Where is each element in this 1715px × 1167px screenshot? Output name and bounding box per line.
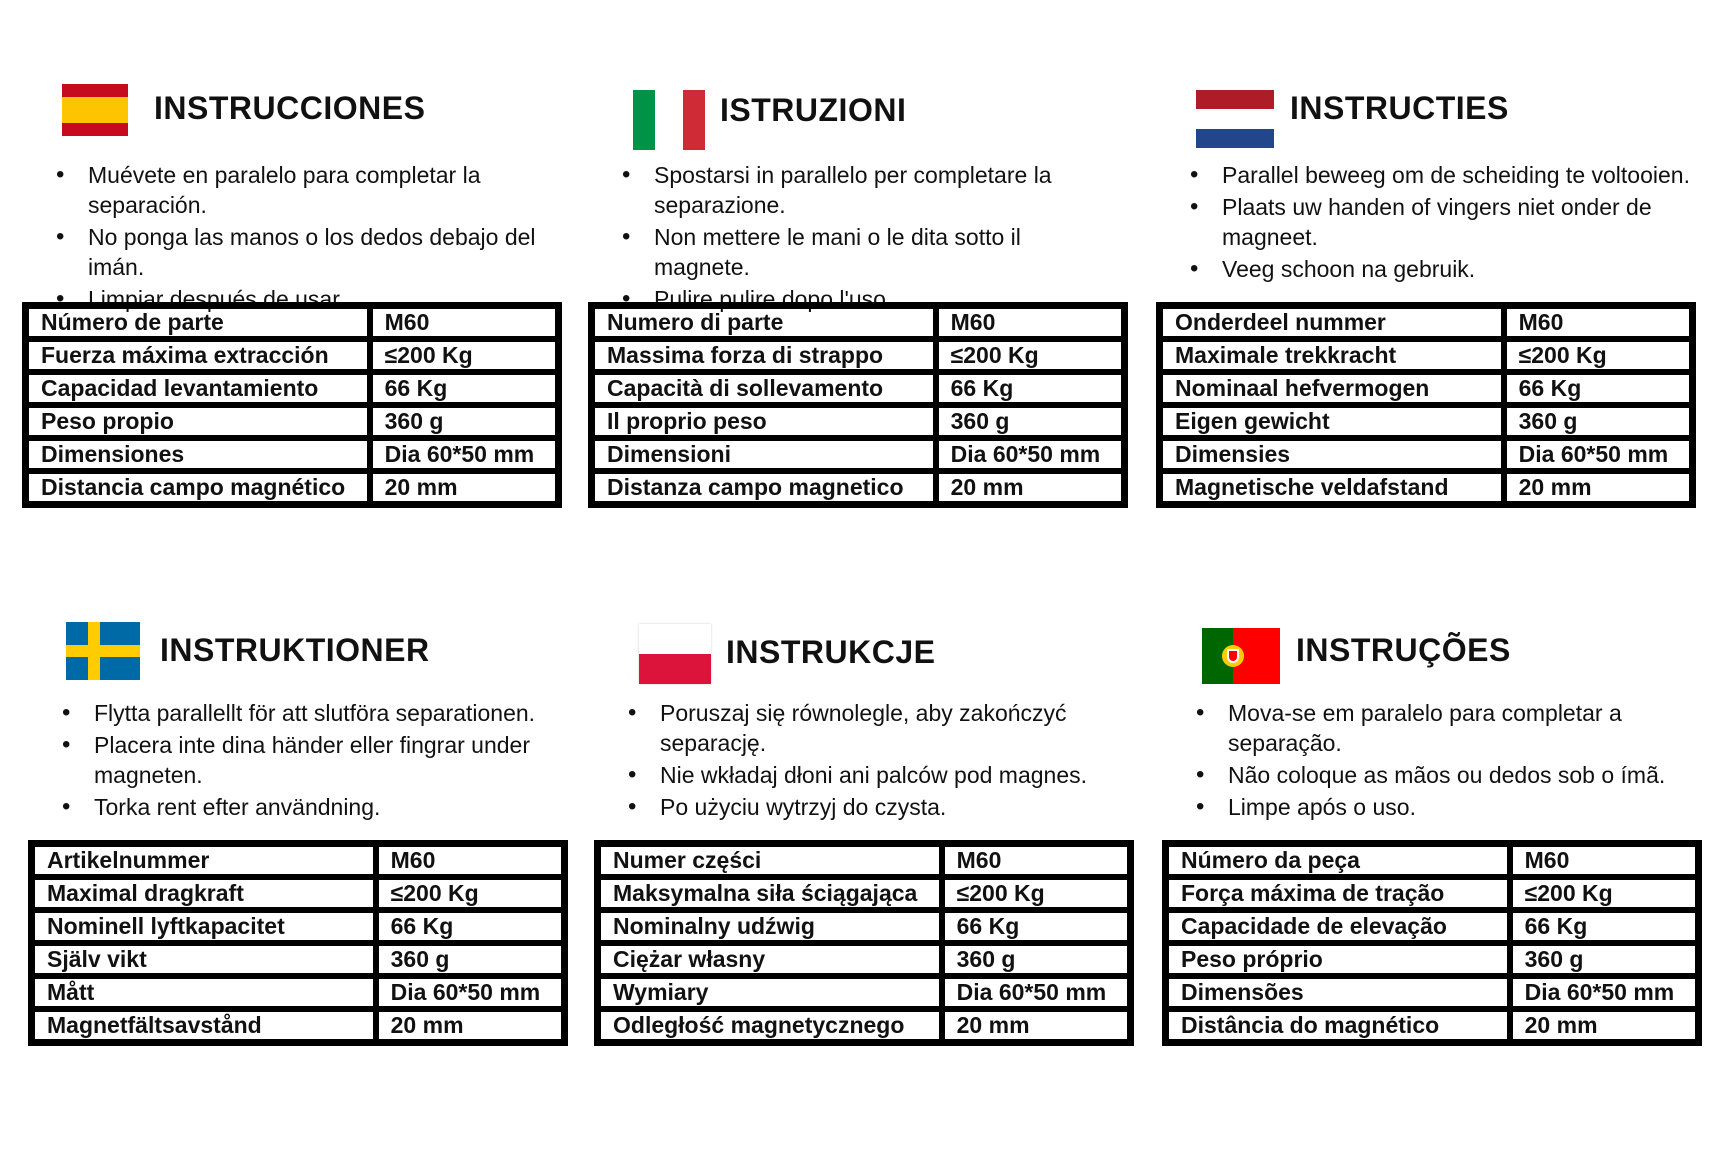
table-row: [26, 438, 558, 471]
table-row: [1160, 471, 1692, 504]
spec-label: Eigen gewicht: [1160, 405, 1504, 438]
spec-label: Dimensioni: [592, 438, 936, 471]
spec-value: 20 mm: [942, 1009, 1130, 1042]
spec-value: 66 Kg: [376, 910, 564, 943]
spec-label: Número de parte: [26, 306, 370, 339]
section-header: [588, 80, 1128, 144]
instruction-item: • Limpiar después de usar.: [56, 284, 556, 314]
table-row: [1160, 339, 1692, 372]
instruction-item: • Placera inte dina händer eller fingrar under magneten.: [62, 730, 562, 790]
spec-label: Massima forza di strappo: [592, 339, 936, 372]
spec-label: Nominaal hefvermogen: [1160, 372, 1504, 405]
spec-label: Capacidade de elevação: [1166, 910, 1510, 943]
instruction-item: • Limpe após o uso.: [1196, 792, 1696, 822]
spec-value: Dia 60*50 mm: [1504, 438, 1692, 471]
instruction-item: • Muévete en paralelo para completar la separación.: [56, 160, 556, 220]
table-row: [32, 976, 564, 1009]
spec-label: Maximale trekkracht: [1160, 339, 1504, 372]
spec-table: [588, 302, 1128, 508]
spec-value: M60: [942, 844, 1130, 877]
spec-label: Maksymalna siła ściągająca: [598, 877, 942, 910]
section-title: ISTRUZIONI: [720, 92, 907, 128]
spec-value: 360 g: [376, 943, 564, 976]
spec-value: M60: [376, 844, 564, 877]
table-row: [592, 339, 1124, 372]
table-row: [592, 438, 1124, 471]
table-row: [598, 844, 1130, 877]
spec-value: 20 mm: [376, 1009, 564, 1042]
netherlands-flag-icon: [1196, 90, 1274, 148]
table-row: [592, 372, 1124, 405]
spec-value: 20 mm: [936, 471, 1124, 504]
spec-label: Nominell lyftkapacitet: [32, 910, 376, 943]
spec-label: Wymiary: [598, 976, 942, 1009]
section-title: INSTRUÇÕES: [1296, 632, 1511, 668]
instruction-item: • Plaats uw handen of vingers niet onder de magneet.: [1190, 192, 1690, 252]
spec-value: Dia 60*50 mm: [936, 438, 1124, 471]
spec-value: 66 Kg: [370, 372, 558, 405]
spec-value: ≤200 Kg: [376, 877, 564, 910]
table-row: [32, 844, 564, 877]
instructions-list: [56, 160, 556, 316]
section-title: INSTRUKCJE: [726, 634, 936, 670]
spec-value: 66 Kg: [1504, 372, 1692, 405]
table-row: [592, 405, 1124, 438]
spec-label: Mått: [32, 976, 376, 1009]
table-row: [1160, 372, 1692, 405]
instruction-item: • Torka rent efter användning.: [62, 792, 562, 822]
instruction-item: • Po użyciu wytrzyj do czysta.: [628, 792, 1128, 822]
spec-value: 360 g: [936, 405, 1124, 438]
table-row: [1166, 910, 1698, 943]
section-header: [28, 618, 568, 682]
instruction-item: • No ponga las manos o los dedos debajo del imán.: [56, 222, 556, 282]
spec-label: Numer części: [598, 844, 942, 877]
instruction-item: • Mova-se em paralelo para completar a separação.: [1196, 698, 1696, 758]
instruction-item: • Flytta parallellt för att slutföra separationen.: [62, 698, 562, 728]
spec-label: Peso próprio: [1166, 943, 1510, 976]
spec-label: Numero di parte: [592, 306, 936, 339]
spec-value: ≤200 Kg: [1504, 339, 1692, 372]
instructions-list: [622, 160, 1122, 316]
spec-label: Capacità di sollevamento: [592, 372, 936, 405]
spec-value: ≤200 Kg: [942, 877, 1130, 910]
spec-value: M60: [936, 306, 1124, 339]
section-title: INSTRUCTIES: [1290, 90, 1509, 126]
spec-value: ≤200 Kg: [370, 339, 558, 372]
spec-value: 360 g: [370, 405, 558, 438]
spec-table: [594, 840, 1134, 1046]
instruction-item: • Non mettere le mani o le dita sotto il magnete.: [622, 222, 1122, 282]
table-row: [598, 943, 1130, 976]
instruction-item: • Não coloque as mãos ou dedos sob o ímã.: [1196, 760, 1696, 790]
spec-label: Artikelnummer: [32, 844, 376, 877]
spec-table: [1156, 302, 1696, 508]
spec-value: 66 Kg: [1510, 910, 1698, 943]
instruction-item: • Veeg schoon na gebruik.: [1190, 254, 1690, 284]
spec-label: Força máxima de tração: [1166, 877, 1510, 910]
spec-label: Magnetfältsavstånd: [32, 1009, 376, 1042]
spec-label: Dimensies: [1160, 438, 1504, 471]
spec-table: [1162, 840, 1702, 1046]
section-title: INSTRUKTIONER: [160, 632, 430, 668]
section-header: [1156, 80, 1696, 144]
table-row: [26, 372, 558, 405]
spec-label: Capacidad levantamiento: [26, 372, 370, 405]
spec-table: [28, 840, 568, 1046]
spec-label: Nominalny udźwig: [598, 910, 942, 943]
section-title: INSTRUCCIONES: [154, 90, 426, 126]
spec-value: 66 Kg: [936, 372, 1124, 405]
table-row: [1166, 976, 1698, 1009]
spec-label: Número da peça: [1166, 844, 1510, 877]
instruction-item: • Parallel beweeg om de scheiding te voltooien.: [1190, 160, 1690, 190]
spec-value: 20 mm: [1504, 471, 1692, 504]
instruction-item: • Pulire pulire dopo l'uso.: [622, 284, 1122, 314]
instructions-list: [62, 698, 562, 824]
table-row: [32, 910, 564, 943]
table-row: [598, 1009, 1130, 1042]
spec-label: Peso propio: [26, 405, 370, 438]
instructions-list: [628, 698, 1128, 824]
spec-value: 20 mm: [1510, 1009, 1698, 1042]
table-row: [1166, 943, 1698, 976]
spec-value: Dia 60*50 mm: [376, 976, 564, 1009]
spec-value: 66 Kg: [942, 910, 1130, 943]
section-header: [22, 80, 562, 144]
table-row: [598, 976, 1130, 1009]
spec-label: Dimensiones: [26, 438, 370, 471]
spec-label: Distância do magnético: [1166, 1009, 1510, 1042]
spec-label: Själv vikt: [32, 943, 376, 976]
spec-label: Distancia campo magnético: [26, 471, 370, 504]
spec-value: 360 g: [942, 943, 1130, 976]
spec-label: Ciężar własny: [598, 943, 942, 976]
spec-value: 360 g: [1510, 943, 1698, 976]
table-row: [1160, 438, 1692, 471]
table-row: [592, 471, 1124, 504]
table-row: [1160, 405, 1692, 438]
italy-flag-icon: [633, 90, 705, 150]
spec-label: Onderdeel nummer: [1160, 306, 1504, 339]
table-row: [32, 943, 564, 976]
spec-label: Magnetische veldafstand: [1160, 471, 1504, 504]
portugal-flag-icon: [1202, 628, 1280, 684]
sweden-flag-icon: [66, 622, 140, 680]
spain-flag-icon: [62, 84, 128, 136]
poland-flag-icon: [639, 624, 711, 684]
instructions-list: [1190, 160, 1690, 286]
spec-table: [22, 302, 562, 508]
spec-label: Odległość magnetycznego: [598, 1009, 942, 1042]
table-row: [1166, 844, 1698, 877]
instruction-item: • Poruszaj się równolegle, aby zakończyć separację.: [628, 698, 1128, 758]
spec-label: Distanza campo magnetico: [592, 471, 936, 504]
spec-value: Dia 60*50 mm: [942, 976, 1130, 1009]
instructions-list: [1196, 698, 1696, 824]
table-row: [32, 877, 564, 910]
instruction-item: • Nie wkładaj dłoni ani palców pod magnes.: [628, 760, 1128, 790]
section-header: [1162, 618, 1702, 682]
spec-value: ≤200 Kg: [936, 339, 1124, 372]
spec-value: M60: [1504, 306, 1692, 339]
table-row: [32, 1009, 564, 1042]
table-row: [598, 910, 1130, 943]
spec-label: Dimensões: [1166, 976, 1510, 1009]
spec-value: M60: [1510, 844, 1698, 877]
spec-value: ≤200 Kg: [1510, 877, 1698, 910]
spec-value: Dia 60*50 mm: [1510, 976, 1698, 1009]
table-row: [26, 306, 558, 339]
table-row: [26, 339, 558, 372]
section-header: [594, 618, 1134, 682]
table-row: [1160, 306, 1692, 339]
instruction-item: • Spostarsi in parallelo per completare la separazione.: [622, 160, 1122, 220]
table-row: [26, 405, 558, 438]
spec-label: Fuerza máxima extracción: [26, 339, 370, 372]
spec-value: M60: [370, 306, 558, 339]
spec-label: Maximal dragkraft: [32, 877, 376, 910]
spec-label: Il proprio peso: [592, 405, 936, 438]
table-row: [1166, 1009, 1698, 1042]
table-row: [26, 471, 558, 504]
table-row: [1166, 877, 1698, 910]
table-row: [592, 306, 1124, 339]
spec-value: 20 mm: [370, 471, 558, 504]
table-row: [598, 877, 1130, 910]
spec-value: 360 g: [1504, 405, 1692, 438]
spec-value: Dia 60*50 mm: [370, 438, 558, 471]
